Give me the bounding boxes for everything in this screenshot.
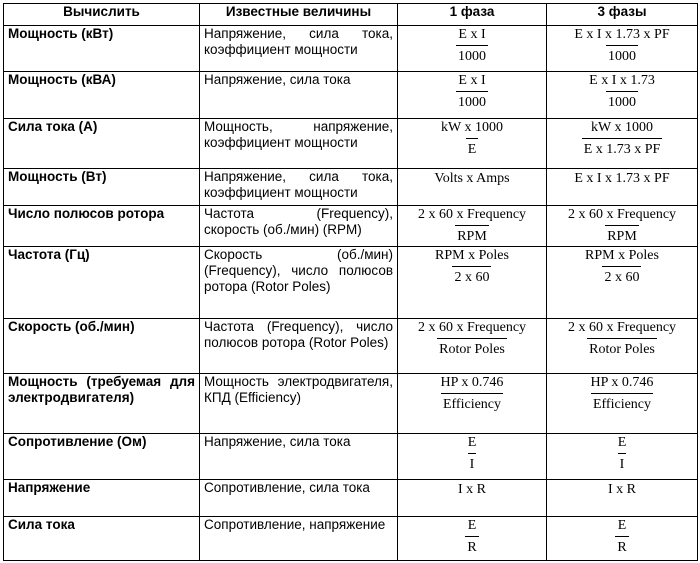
single-phase-formula (398, 373, 547, 433)
single-phase-formula (398, 480, 547, 517)
formula-table (3, 3, 698, 561)
known-values-cell: Частота (Frequency), скорость (об./мин) (RPM) (200, 205, 398, 246)
formula-denominator: E (466, 138, 479, 158)
formula-fraction (456, 26, 488, 65)
formula-expression: Volts x Amps (434, 170, 510, 186)
three-phase-formula (547, 205, 698, 246)
formula-fraction (589, 374, 656, 413)
formula-denominator: 2 x 60 (602, 266, 641, 286)
table-row (4, 373, 698, 433)
table-row (4, 168, 698, 205)
known-values-cell: Напряжение, сила тока, коэффициент мощности (200, 168, 398, 205)
formula-fraction (439, 374, 506, 413)
calculate-cell: Число полюсов ротора (4, 205, 200, 246)
formula-numerator: kW x 1000 (441, 120, 503, 136)
formula-numerator: HP x 0.746 (440, 374, 504, 390)
single-phase-formula (398, 247, 547, 319)
three-phase-formula (547, 373, 698, 433)
formula-numerator: RPM x Poles (585, 248, 659, 264)
formula-fraction (616, 434, 629, 473)
formula-denominator: R (465, 536, 478, 556)
known-values-cell: Напряжение, сила тока, коэффициент мощности (200, 26, 398, 72)
table-row (4, 205, 698, 246)
formula-fraction (566, 206, 678, 245)
three-phase-formula (547, 433, 698, 480)
single-phase-formula (398, 119, 547, 169)
table-row (4, 433, 698, 480)
single-phase-formula (398, 517, 547, 561)
three-phase-formula (547, 71, 698, 119)
formula-fraction (465, 517, 478, 556)
formula-fraction (439, 119, 505, 158)
formula-numerator: 2 x 60 x Frequency (417, 206, 527, 222)
formula-numerator: E x I x 1.73 (589, 72, 655, 88)
three-phase-formula (547, 517, 698, 561)
single-phase-formula (398, 168, 547, 205)
formula-fraction (416, 206, 528, 245)
calculate-cell: Сила тока (А) (4, 119, 200, 169)
known-values-cell: Сопротивление, сила тока (200, 480, 398, 517)
known-values-cell: Напряжение, сила тока (200, 71, 398, 119)
formula-numerator: 2 x 60 x Frequency (567, 320, 677, 336)
formula-denominator: Rotor Poles (437, 338, 507, 358)
formula-numerator: E (617, 518, 627, 534)
formula-denominator: Efficiency (591, 393, 653, 413)
formula-denominator: R (615, 536, 628, 556)
formula-denominator: 1000 (456, 45, 488, 65)
formula-fraction (433, 247, 511, 286)
single-phase-formula (398, 319, 547, 374)
calculate-cell: Сила тока (4, 517, 200, 561)
formula-denominator: RPM (605, 225, 639, 245)
formula-numerator: HP x 0.746 (590, 374, 654, 390)
header-three-phase: 3 фазы (547, 4, 698, 26)
table-row (4, 319, 698, 374)
formula-fraction (456, 72, 488, 111)
formula-denominator: E x 1.73 x PF (582, 138, 663, 158)
calculate-cell: Частота (Гц) (4, 247, 200, 319)
formula-fraction (583, 247, 661, 286)
table-row (4, 480, 698, 517)
table-row (4, 247, 698, 319)
table-row (4, 26, 698, 72)
formula-numerator: E x I (458, 27, 486, 42)
formula-fraction (587, 72, 657, 111)
formula-numerator: E x I x 1.73 x PF (574, 27, 670, 42)
calculate-cell: Мощность (кВА) (4, 71, 200, 119)
table-row (4, 119, 698, 169)
formula-denominator: 2 x 60 (452, 266, 491, 286)
three-phase-formula (547, 119, 698, 169)
table-row (4, 71, 698, 119)
formula-fraction (572, 26, 671, 65)
calculate-cell: Сопротивление (Ом) (4, 433, 200, 480)
formula-fraction (416, 319, 528, 358)
three-phase-formula (547, 247, 698, 319)
three-phase-formula (547, 480, 698, 517)
formula-numerator: E x I (458, 72, 486, 88)
formula-fraction (615, 517, 628, 556)
formula-denominator: 1000 (456, 91, 488, 111)
header-known-values: Известные величины (200, 4, 398, 26)
formula-numerator: 2 x 60 x Frequency (417, 320, 527, 336)
known-values-cell: Напряжение, сила тока (200, 433, 398, 480)
header-single-phase: 1 фаза (398, 4, 547, 26)
three-phase-formula (547, 168, 698, 205)
formula-expression: I x R (458, 482, 486, 498)
calculate-cell: Мощность (Вт) (4, 168, 200, 205)
calculate-cell: Скорость (об./мин) (4, 319, 200, 374)
formula-denominator: 1000 (606, 91, 638, 111)
formula-fraction (582, 119, 663, 158)
formula-denominator: Efficiency (441, 393, 503, 413)
formula-numerator: E (467, 434, 477, 450)
calculate-cell: Мощность (требуемая для электродвигателя) (4, 373, 200, 433)
header-row (4, 4, 698, 26)
known-values-cell: Частота (Frequency), число полюсов ротора (Rotor Poles) (200, 319, 398, 374)
calculate-cell: Мощность (кВт) (4, 26, 200, 72)
formula-denominator: 1000 (606, 45, 638, 65)
single-phase-formula (398, 433, 547, 480)
formula-denominator: I (618, 453, 627, 473)
formula-denominator: I (468, 453, 477, 473)
formula-fraction (566, 319, 678, 358)
known-values-cell: Скорость (об./мин) (Frequency), число полюсов ротора (Rotor Poles) (200, 247, 398, 319)
three-phase-formula (547, 26, 698, 72)
formula-expression: I x R (608, 482, 636, 498)
single-phase-formula (398, 205, 547, 246)
formula-numerator: E (617, 434, 627, 450)
formula-numerator: E (467, 518, 477, 534)
single-phase-formula (398, 26, 547, 72)
formula-numerator: kW x 1000 (591, 120, 653, 136)
calculate-cell: Напряжение (4, 480, 200, 517)
formula-numerator: 2 x 60 x Frequency (567, 206, 677, 222)
single-phase-formula (398, 71, 547, 119)
header-calculate: Вычислить (4, 4, 200, 26)
formula-denominator: RPM (455, 225, 489, 245)
known-values-cell: Сопротивление, напряжение (200, 517, 398, 561)
three-phase-formula (547, 319, 698, 374)
formula-fraction (466, 434, 479, 473)
known-values-cell: Мощность, напряжение, коэффициент мощности (200, 119, 398, 169)
known-values-cell: Мощность электродвигателя, КПД (Efficiency) (200, 373, 398, 433)
table-row (4, 517, 698, 561)
formula-numerator: RPM x Poles (435, 248, 509, 264)
formula-denominator: Rotor Poles (587, 338, 657, 358)
formula-expression: E x I x 1.73 x PF (574, 170, 670, 186)
